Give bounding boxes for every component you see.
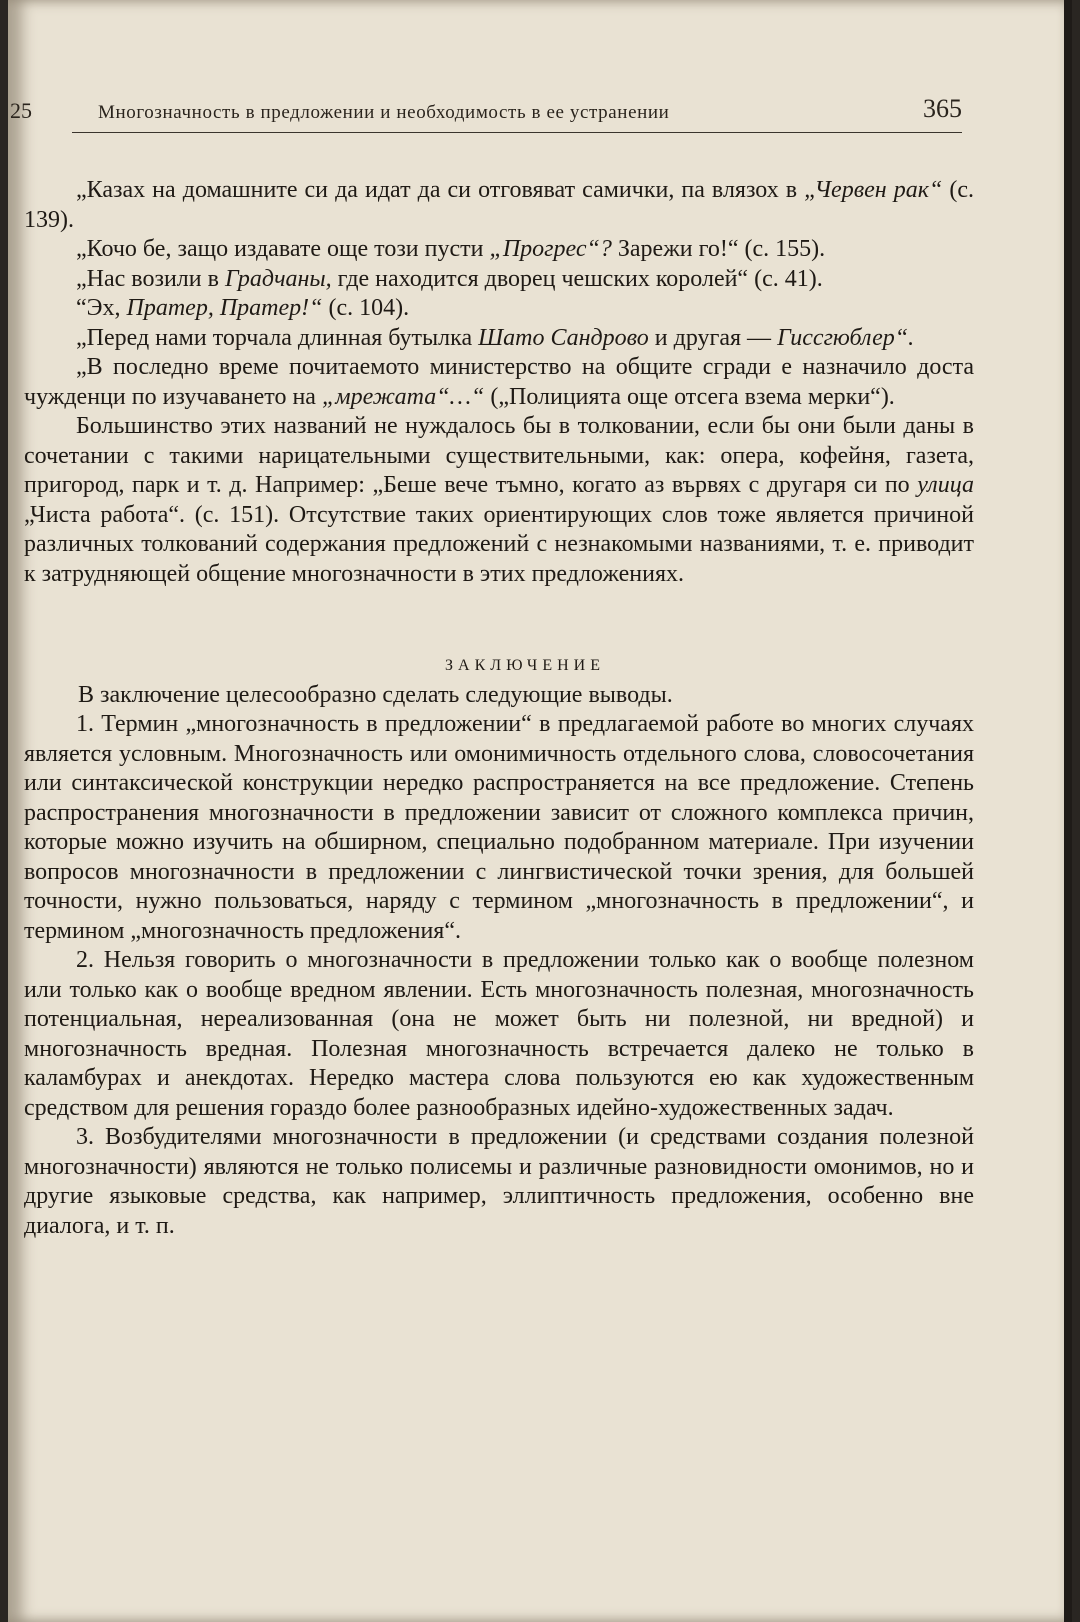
conclusion-intro: В заключение целесообразно сделать следующие выводы. [78, 681, 673, 708]
body-text [24, 176, 974, 1241]
conclusion-item-1: 1. Термин „многозначность в предложении“ в предлагаемой работе во многих случаях является условным. Многозначность или омонимичность отдельного слова, словосочетания или синтаксической конструкции нередко распространяется на все предложение. Степень распространения многозначности в предложении зависит от сложного комплекса причин, которые можно изучить на обширном, специально подобранном материале. При изучении вопросов многозначности в предложении с лингвистической точки зрения, для большей точности, нужно пользоваться, наряду с термином „многозначность в предложении“, и термином „многозначность предложения“. [24, 711, 974, 944]
quote-6: „В последно време почитаемото министерство на общите сгради е назначило доста чужденци по изучаването на „мрежата“…“ („Полицията още отсега взема мерки“). [24, 354, 974, 410]
quote-1: „Казах на домашните си да идат да си отговяват самички, па влязох в „Червен рак“ (с. 139). [24, 177, 974, 233]
section-heading: ЗАКЛЮЧЕНИЕ [445, 657, 605, 674]
quote-3: „Нас возили в Градчаны, где находится дворец чешских королей“ (с. 41). [76, 265, 823, 292]
conclusion-item-2: 2. Нельзя говорить о многозначности в предложении только как о вообще полезном или только как о вообще вредном явлении. Есть многозначность полезная, многозначность потенциальная, нереализованная (она не может быть ни полезной, ни вредной) и многозначность вредная. Полезная многозначность встречается далеко не только в каламбурах и анекдотах. Нередко мастера слова пользуются ею как художественным средством для решения гораздо более разнообразных идейно-художественных задач. [24, 947, 974, 1121]
running-header [10, 94, 962, 133]
margin-page-number: 25 [10, 98, 32, 123]
quote-4: “Эх, Пратер, Пратер!“ (с. 104). [76, 295, 410, 321]
page-number: 365 [923, 94, 962, 123]
paragraph-main: Большинство этих названий не нуждалось бы в толковании, если бы они были даны в сочетании с такими нарицательными существительными, как: опера, кофейня, газета, пригород, парк и т. д. Например: „Беше вече тъмно, когато аз вървях с другаря си по улица „Чиста работа“. (с. 151). Отсутствие таких ориентирующих слов тоже является причиной различных толкований содержания предложений с незнакомыми названиями, т. е. приводит к затрудняющей общение многозначности в этих предложениях. [24, 413, 974, 587]
book-page [8, 0, 1072, 1622]
page-edge [1064, 0, 1072, 1622]
running-title: Многозначность в предложении и необходимость в ее устранении [98, 102, 670, 123]
quote-2: „Кочо бе, защо издавате още този пусти „Прогрес“? Зарежи го!“ (с. 155). [76, 236, 826, 262]
conclusion-item-3: 3. Возбудителями многозначности в предложении (и средствами создания полезной многозначности) являются не только полисемы и различные разновидности омонимов, но и другие языковые средства, как например, эллиптичность предложения, особенно вне диалога, и т. п. [24, 1124, 974, 1239]
quote-5: „Перед нами торчала длинная бутылка Шато Сандрово и другая — Гиссгюблер“. [76, 324, 915, 351]
